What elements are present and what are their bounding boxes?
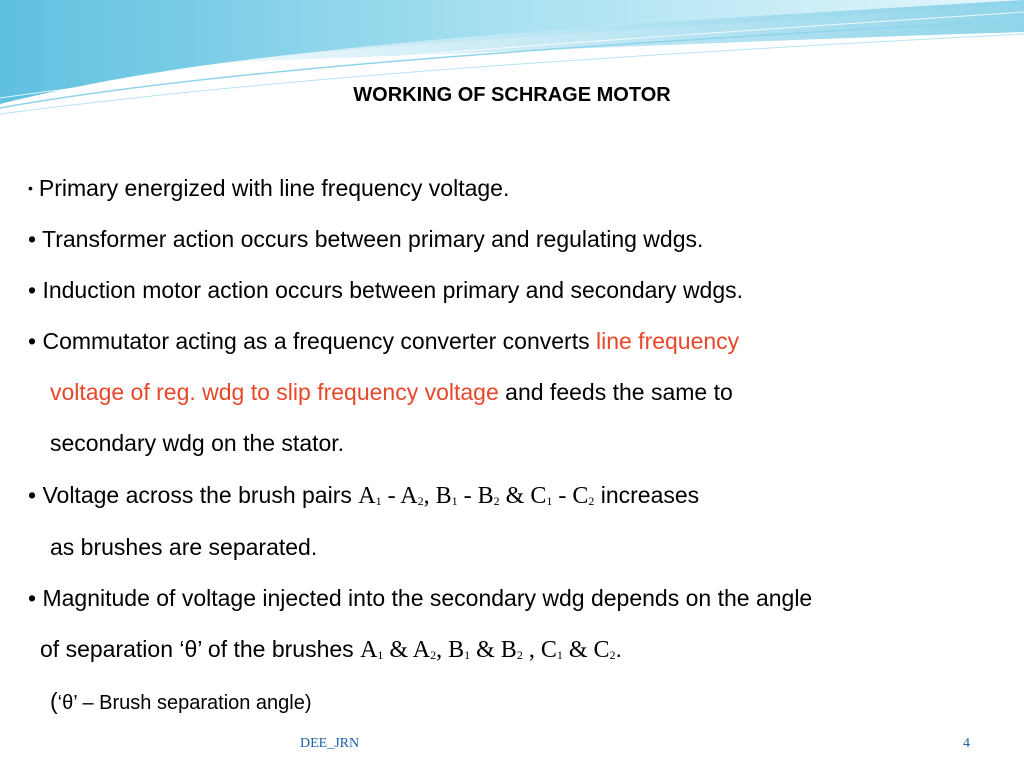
bullet-5: • Voltage across the brush pairs $A_1 - A_2$, $B_1 - B_2$ & $C_1 - C_2$ increases [28,482,700,509]
bullet-dot-icon: • [28,482,43,508]
bullet-5-line-2: as brushes are separated. [50,534,318,560]
footer-author: DEE_JRN [300,736,360,751]
bullet-dot-icon: • [28,328,43,354]
bullet-4-line-2: voltage of reg. wdg to slip frequency voltage and feeds the same to [50,379,733,405]
bullet-1: • Primary energized with line frequency voltage. [28,175,510,201]
page-number: 4 [963,736,970,751]
bullet-6-line-2: of separation ‘θ’ of the brushes $A_1$ & $A_2$, $B_1$ & $B_2$ , $C_1$ & $C_2$. [40,636,622,663]
brush-pairs-formula: $A_1 - A_2$, $B_1 - B_2$ & $C_1 - C_2$ [358,483,595,509]
bullet-dot-icon: • [28,585,43,611]
bullet-4: • Commutator acting as a frequency converter converts line frequency [28,328,740,354]
bullet-dot-icon: • [28,226,43,252]
bullet-dot-icon: • [28,277,43,303]
brushes-formula: $A_1$ & $A_2$, $B_1$ & $B_2$ , $C_1$ & $C_2$ [360,637,616,663]
bullet-dot-icon: • [28,180,33,196]
brush-angle-note: (‘θ’ – Brush separation angle) [50,688,312,714]
bullet-4-line-3: secondary wdg on the stator. [50,430,345,456]
bullet-2: • Transformer action occurs between primary and regulating wdgs. [28,226,704,252]
slide-title: WORKING OF SCHRAGE MOTOR [353,84,671,106]
bullet-6: • Magnitude of voltage injected into the secondary wdg depends on the angle [28,585,813,611]
bullet-3: • Induction motor action occurs between primary and secondary wdgs. [28,277,744,303]
highlight-text: line frequency [595,328,740,354]
highlight-text: voltage of reg. wdg to slip frequency voltage [50,379,499,405]
